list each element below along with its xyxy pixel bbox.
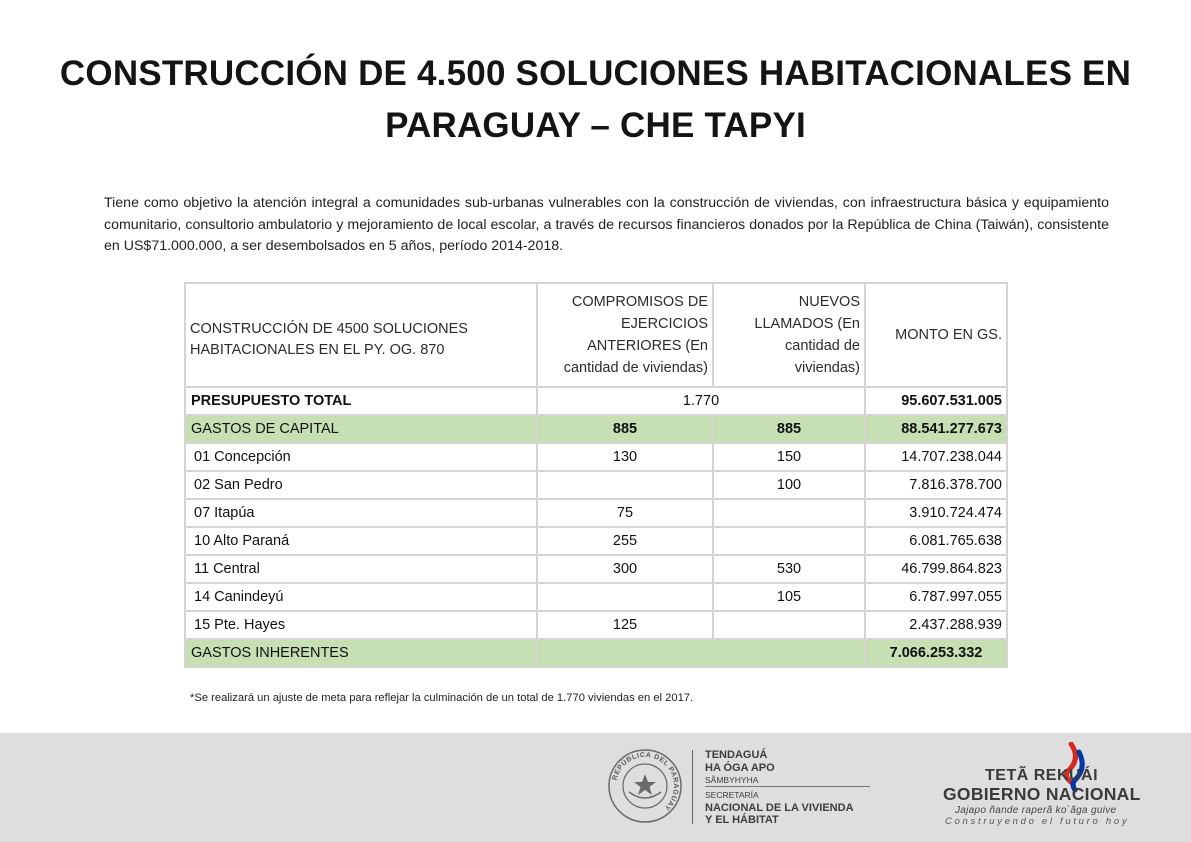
- table-row: [185, 583, 1007, 611]
- row-compromisos: 300: [537, 555, 713, 583]
- table-row: [185, 443, 1007, 471]
- capital-label: GASTOS DE CAPITAL: [185, 415, 537, 443]
- presupuesto-label: PRESUPUESTO TOTAL: [185, 387, 537, 415]
- row-nuevos: 100: [713, 471, 865, 499]
- secretaria-guarani-line2: HA ÓGA APO: [705, 761, 775, 774]
- presupuesto-viviendas: 1.770: [537, 387, 865, 415]
- secretaria-espanol: [705, 789, 854, 827]
- gobierno-lema-guarani: Jajapo ñande raperã ko`ãga guive: [955, 805, 1117, 816]
- inherentes-empty: [537, 639, 865, 667]
- inherentes-monto: 7.066.253.332: [865, 639, 1007, 667]
- seal-text: REPÚBLICA DEL PARAGUAY: [611, 751, 680, 812]
- presupuesto-total-row: [185, 387, 1007, 415]
- header-nuevos-llamados: NUEVOS LLAMADOS (En cantidad de viviendas): [713, 283, 865, 387]
- row-compromisos: [537, 471, 713, 499]
- row-nuevos: [713, 527, 865, 555]
- row-monto: 2.437.288.939: [865, 611, 1007, 639]
- secretaria-es-line2: NACIONAL DE LA VIVIENDA: [705, 801, 854, 814]
- table-header-row: [185, 283, 1007, 387]
- row-compromisos: 255: [537, 527, 713, 555]
- paraguay-seal-icon: [607, 748, 683, 824]
- row-monto: 6.081.765.638: [865, 527, 1007, 555]
- row-label: 10 Alto Paraná: [185, 527, 537, 555]
- footer-divider: [692, 750, 693, 824]
- row-monto: 14.707.238.044: [865, 443, 1007, 471]
- row-label: 01 Concepción: [185, 443, 537, 471]
- row-compromisos: [537, 583, 713, 611]
- row-monto: 6.787.997.055: [865, 583, 1007, 611]
- row-monto: 46.799.864.823: [865, 555, 1007, 583]
- row-compromisos: 75: [537, 499, 713, 527]
- capital-compromisos: 885: [537, 415, 713, 443]
- row-nuevos: 530: [713, 555, 865, 583]
- secretaria-separator: [705, 786, 870, 787]
- row-nuevos: [713, 499, 865, 527]
- row-monto: 3.910.724.474: [865, 499, 1007, 527]
- secretaria-es-line1: SECRETARÍA: [705, 790, 759, 800]
- header-compromisos: COMPROMISOS DE EJERCICIOS ANTERIORES (En cantidad de viviendas): [537, 283, 713, 387]
- header-monto: MONTO EN GS.: [865, 283, 1007, 387]
- row-compromisos: 125: [537, 611, 713, 639]
- description-paragraph: Tiene como objetivo la atención integral a comunidades sub-urbanas vulnerables con la construcción de viviendas, con infraestructura básica y equipamiento comunitario, consultorio ambulatorio y mejoramiento de local escolar, a través de recursos financieros donados por la República de China (Taiwán), consistente en US$71.000.000, a ser desembolsados en 5 años, período 2014-2018.: [104, 195, 1109, 254]
- table-row: [185, 471, 1007, 499]
- table-row: [185, 527, 1007, 555]
- gastos-inherentes-row: [185, 639, 1007, 667]
- secretaria-es-line3: Y EL HÁBITAT: [705, 814, 779, 826]
- gobierno-nacional: GOBIERNO NACIONAL: [943, 784, 1141, 804]
- page-title: CONSTRUCCIÓN DE 4.500 SOLUCIONES HABITACIONALES EN PARAGUAY – CHE TAPYI: [59, 54, 1132, 145]
- row-label: 07 Itapúa: [185, 499, 537, 527]
- capital-monto: 88.541.277.673: [865, 415, 1007, 443]
- table-row: [185, 611, 1007, 639]
- gastos-capital-row: [185, 415, 1007, 443]
- secretaria-guarani-line3: SÃMBYHYHA: [705, 775, 759, 785]
- table-row: [185, 499, 1007, 527]
- gobierno-lema: Construyendo el futuro hoy: [945, 816, 1130, 827]
- row-label: 02 San Pedro: [185, 471, 537, 499]
- secretaria-guarani-line1: TENDAGUÁ: [705, 749, 768, 761]
- row-compromisos: 130: [537, 443, 713, 471]
- row-label: 15 Pte. Hayes: [185, 611, 537, 639]
- capital-nuevos: 885: [713, 415, 865, 443]
- header-construccion: CONSTRUCCIÓN DE 4500 SOLUCIONES HABITACIONALES EN EL PY. OG. 870: [185, 283, 537, 387]
- presupuesto-monto: 95.607.531.005: [865, 387, 1007, 415]
- row-label: 14 Canindeyú: [185, 583, 537, 611]
- row-nuevos: 150: [713, 443, 865, 471]
- row-monto: 7.816.378.700: [865, 471, 1007, 499]
- inherentes-label: GASTOS INHERENTES: [185, 639, 537, 667]
- gobierno-guarani: TETÃ REKUÁI: [985, 767, 1099, 784]
- footnote: *Se realizará un ajuste de meta para reflejar la culminación de un total de 1.770 viviendas en el 2017.: [190, 692, 694, 704]
- row-nuevos: 105: [713, 583, 865, 611]
- budget-table: [184, 282, 1008, 668]
- row-label: 11 Central: [185, 555, 537, 583]
- table-row: [185, 555, 1007, 583]
- secretaria-guarani: [705, 749, 775, 787]
- row-nuevos: [713, 611, 865, 639]
